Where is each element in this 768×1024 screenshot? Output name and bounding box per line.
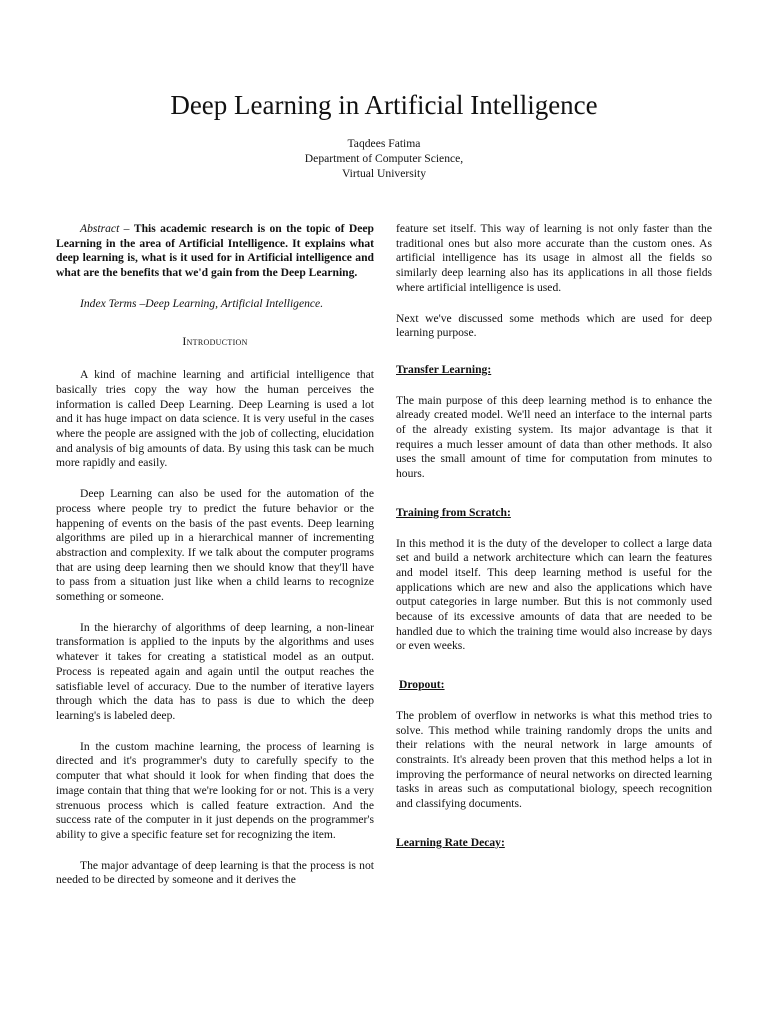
abstract bbox=[56, 222, 374, 281]
abstract-lead: Abstract bbox=[80, 222, 120, 235]
author-block bbox=[0, 136, 768, 181]
author-university: Virtual University bbox=[342, 167, 426, 180]
author-name: Taqdees Fatima bbox=[347, 137, 421, 150]
heading-dropout: Dropout: bbox=[399, 678, 445, 692]
left-column bbox=[56, 222, 374, 888]
training-from-scratch-text: In this method it is the duty of the developer to collect a large data set and build a network architecture which can learn the features and model itself. This deep learning method is useful for the applications which are new and also the applications which have output categories in large number. But this is not commonly used because of its excessive amounts of data that are needed to be handled due to which the training time would also increase by days or even weeks. bbox=[396, 536, 712, 653]
continuation-paragraph: feature set itself. This way of learning is not only faster than the traditional ones but also more accurate than the custom ones. As artificial intelligence has its usage in almost all the fields so similarly deep learning also has its applications in all those fields where artificial intelligence is used. bbox=[396, 222, 712, 294]
right-column bbox=[396, 222, 712, 867]
intro-paragraph-1: A kind of machine learning and artificial intelligence that basically tries copy the way how the human perceives the information is called Deep Learning. Deep Learning is used a lot and it has huge impact on data science. It is very useful in the cases where the people are assigned with the job of collecting, elucidation and analysis of big amounts of data. By using this task can be much more rapidly and easily. bbox=[56, 368, 374, 470]
transfer-learning-text: The main purpose of this deep learning method is to enhance the already created model. We'll need an interface to the internal parts of the already existing system. Its major advantage is that it requires a much lesser amount of data than other methods. It also uses the small amount of time for computation from minutes to hours. bbox=[396, 393, 712, 481]
heading-learning-rate-decay: Learning Rate Decay: bbox=[396, 835, 505, 849]
intro-paragraph-4: In the custom machine learning, the process of learning is directed and it's programmer's duty to carefully specify to the computer that what should it look for when finding that does the image contain that thing that we're looking for or not. This is a very strenuous process which is called feature extraction. And the success rate of the computer in it just depends on the programmer's ability to give a specific feature set for recognizing the item. bbox=[56, 739, 374, 841]
heading-transfer-learning: Transfer Learning: bbox=[396, 362, 492, 376]
intro-paragraph-5: The major advantage of deep learning is that the process is not needed to be directed by someone and it derives the bbox=[56, 858, 374, 887]
heading-training-from-scratch: Training from Scratch: bbox=[396, 505, 511, 519]
paper-title: Deep Learning in Artificial Intelligence bbox=[170, 90, 598, 121]
intro-paragraph-2: Deep Learning can also be used for the automation of the process where people try to predict the future behavior or the happening of events on the basis of the past events. Deep learning algorithms are piled up in a hierarchical manner of incrementing abstraction and complexity. If we talk about the computer programs that are using deep learning then we should know that they'll have to pass from a situation just like when a child learns to recognize something or someone. bbox=[56, 487, 374, 604]
author-department: Department of Computer Science, bbox=[304, 152, 464, 165]
abstract-text: This academic research is on the topic of Deep Learning in the area of Artificial Intelligence. It explains what deep learning is, what is it used for in Artificial intelligence and what are the benefits that we'd gain from the Deep Learning. bbox=[56, 222, 375, 280]
index-terms: Index Terms –Deep Learning, Artificial Intelligence. bbox=[80, 296, 324, 310]
dropout-text: The problem of overflow in networks is what this method tries to solve. This method while training randomly drops the units and their relations with the neural network in large amounts of constraints. It's already been proven that this method helps a lot in improving the performance of neural networks on directed learning tasks in areas such as computational biology, speech recognition and classifying documents. bbox=[396, 708, 712, 811]
methods-intro: Next we've discussed some methods which are used for deep learning purpose. bbox=[396, 311, 712, 340]
introduction-heading: Introduction bbox=[182, 333, 248, 348]
intro-paragraph-3: In the hierarchy of algorithms of deep learning, a non-linear transformation is applied to the inputs by the algorithms and uses whatever it takes for creating a statistical model as an output. Process is repeated again and again until the output reaches the satisfiable level of accuracy. Due to the number of iterative layers through which the data has to pass is due to which the deep learning's is labeled deep. bbox=[56, 620, 374, 722]
abstract-dash: – bbox=[119, 222, 134, 235]
